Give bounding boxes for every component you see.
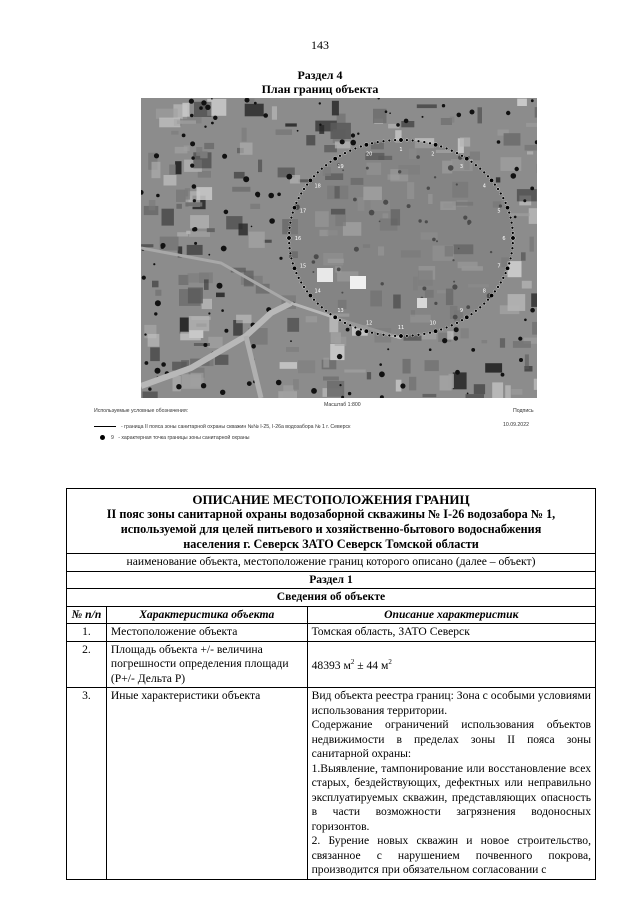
map-point-label: 5 xyxy=(497,208,501,215)
signature-label: Подпись xyxy=(513,408,534,414)
section-1-title: Сведения об объекте xyxy=(67,589,596,607)
section-1-label: Раздел 1 xyxy=(67,571,596,589)
row-num: 2. xyxy=(67,641,107,688)
row-characteristic: Иные характеристики объекта xyxy=(106,688,307,880)
map-point-label: 4 xyxy=(482,183,486,190)
point-dot-icon xyxy=(100,435,105,440)
area-error: ± 44 м xyxy=(354,658,389,672)
table-title-row xyxy=(67,489,596,554)
area-unit-sup: 2 xyxy=(350,658,355,667)
map-scale: Масштаб 1:800 xyxy=(324,402,361,408)
table-row xyxy=(67,641,596,688)
map-point-label: 10 xyxy=(429,320,436,327)
map-point-label: 11 xyxy=(397,325,405,331)
section-number: Раздел 4 xyxy=(297,68,343,82)
object-note: наименование объекта, местоположение границ которого описано (далее – объект) xyxy=(67,554,596,572)
legend-line-text: - граница II пояса зоны санитарной охраны скважин №№ I-25, I-26а водозабора № 1 г. Северск xyxy=(121,424,351,430)
row-area-value xyxy=(307,641,595,688)
column-header-num: № п/п xyxy=(67,606,107,624)
map-point-label: 16 xyxy=(294,236,302,242)
map-point-label: 19 xyxy=(337,164,344,170)
map-point-label: 17 xyxy=(299,208,307,215)
page-number: 143 xyxy=(311,38,329,52)
legend-line-row xyxy=(94,424,350,430)
map-point-label: 15 xyxy=(299,263,307,270)
boundary-line-icon xyxy=(94,426,116,427)
boundary-description-table xyxy=(66,488,596,880)
row-description: Томская область, ЗАТО Северск xyxy=(307,624,595,642)
map-point-label: 13 xyxy=(337,308,344,314)
map-point-label: 12 xyxy=(366,320,373,327)
paragraph: Вид объекта реестра границ: Зона с особыми условиями использования территории. xyxy=(311,689,591,717)
map-point-label: 6 xyxy=(502,236,506,242)
description-subtitle-1: II пояс зоны санитарной охраны водозаборной скважины № I-26 водозабора № 1, xyxy=(106,507,556,521)
area-value: 48393 м xyxy=(311,658,351,672)
table-row xyxy=(67,688,596,880)
row-num: 3. xyxy=(67,688,107,880)
area-error-sup: 2 xyxy=(388,658,392,667)
legend-title: Используемые условные обозначения: xyxy=(94,408,189,414)
section-title: План границ объекта xyxy=(261,82,379,96)
section-heading xyxy=(0,68,640,96)
map-point-label: 3 xyxy=(459,164,464,170)
row-characteristic: Площадь объекта +/- величина погрешности определения площади (P+/- Дельта P) xyxy=(106,641,307,688)
boundary-map xyxy=(141,98,537,398)
description-title: ОПИСАНИЕ МЕСТОПОЛОЖЕНИЯ ГРАНИЦ xyxy=(192,492,470,507)
paragraph: 1.Выявление, тампонирование или восстановление всех старых, бездействующих, дефектных или неправильно эксплуатируемых скважин, представляющих опасность в части возможности загрязнения водоносных горизонтов. xyxy=(311,761,591,833)
table-row xyxy=(67,624,596,642)
row-num: 1. xyxy=(67,624,107,642)
legend-point-label: 9 xyxy=(111,435,114,441)
map-image xyxy=(141,98,537,398)
row-description xyxy=(307,688,595,880)
map-point-label: 2 xyxy=(431,151,435,158)
description-subtitle-2: используемой для целей питьевого и хозяйственно-бытового водоснабжения xyxy=(120,522,542,536)
map-point-label: 8 xyxy=(482,288,486,295)
map-point-label: 7 xyxy=(497,263,501,270)
map-point-label: 1 xyxy=(399,147,403,153)
map-legend xyxy=(94,402,546,442)
map-point-label: 18 xyxy=(314,183,321,190)
map-point-label: 9 xyxy=(459,308,464,314)
map-date: 10.09.2022 xyxy=(503,422,529,428)
map-point-label: 14 xyxy=(314,288,321,295)
paragraph: Содержание ограничений использования объектов недвижимости в пределах зоны II пояса зоны санитарной охраны: xyxy=(311,718,591,760)
paragraph: 2. Бурение новых скважин и новое строительство, связанное с нарушением почвенного покрова, производится при обязательном согласовании с xyxy=(311,834,591,876)
column-header-characteristic: Характеристика объекта xyxy=(106,606,307,624)
legend-point-row xyxy=(94,435,250,441)
column-header-description: Описание характеристик xyxy=(307,606,595,624)
map-point-label: 20 xyxy=(366,151,373,158)
table-header-row xyxy=(67,606,596,624)
description-subtitle-3: населения г. Северск ЗАТО Северск Томской области xyxy=(183,537,479,551)
row-characteristic: Местоположение объекта xyxy=(106,624,307,642)
legend-point-text: - характерная точка границы зоны санитарной охраны xyxy=(118,435,250,441)
